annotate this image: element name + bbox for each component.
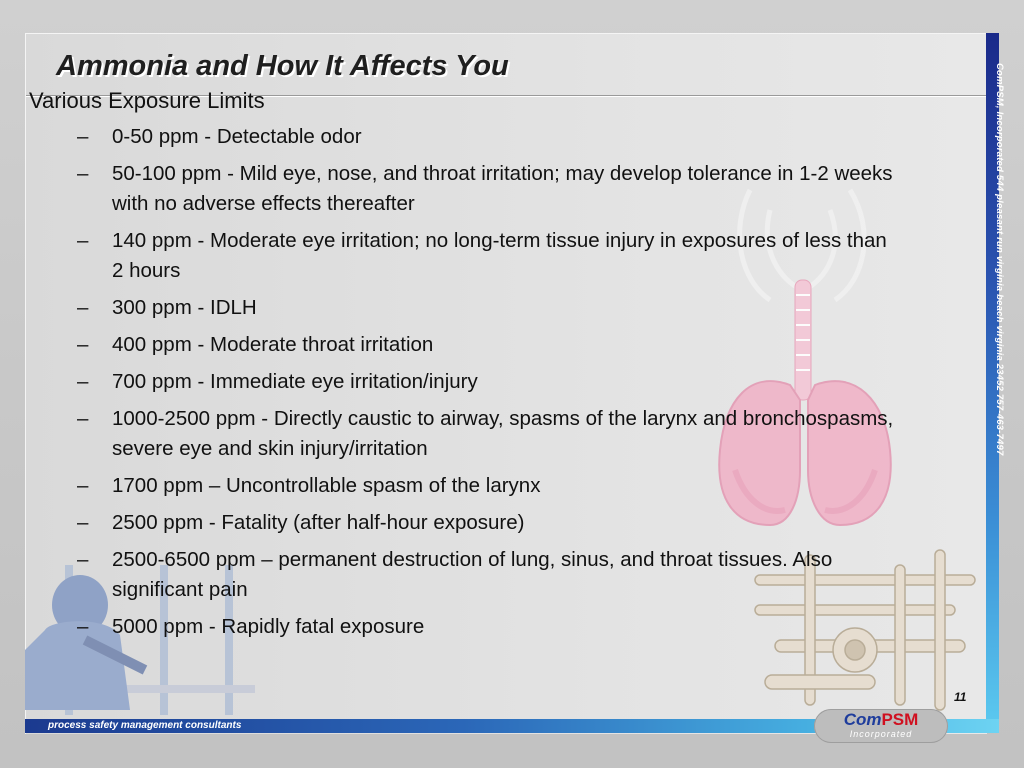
page-number: 11 [954,690,967,704]
slide-title: Ammonia and How It Affects You [56,50,509,82]
logo-wordmark: ComPSM [843,710,919,729]
list-item: – 1000-2500 ppm - Directly caustic to airway, spasms of the larynx and bronchospasms, severe eye and skin injury/irritation [77,404,902,464]
list-item: – 0-50 ppm - Detectable odor [77,122,902,152]
list-item: – 400 ppm - Moderate throat irritation [77,330,902,360]
dash-marker: – [77,229,89,252]
dash-marker: – [77,615,89,638]
dash-marker: – [77,407,89,430]
exposure-limits-list [29,122,929,642]
list-item: – 50-100 ppm - Mild eye, nose, and throat irritation; may develop tolerance in 1-2 weeks with no adverse effects thereafter [77,159,902,219]
list-item: – 300 ppm - IDLH [77,293,902,323]
list-item: – 140 ppm - Moderate eye irritation; no long-term tissue injury in exposures of less than 2 hours [77,226,902,286]
section-heading: Various Exposure Limits [29,88,265,113]
dash-marker: – [77,548,89,571]
dash-marker: – [77,162,89,185]
list-item: – 2500-6500 ppm – permanent destruction of lung, sinus, and throat tissues. Also significant pain [77,545,902,605]
dash-marker: – [77,333,89,356]
dash-marker: – [77,296,89,319]
dash-marker: – [77,125,89,148]
slide-content [29,86,929,649]
company-address: ComPSM, Incorporated 544 pleasant run virginia beach virginia 23452 757-463-7497 [994,63,1005,456]
list-item: – 2500 ppm - Fatality (after half-hour exposure) [77,508,902,538]
list-item: – 1700 ppm – Uncontrollable spasm of the larynx [77,471,902,501]
list-item: – 700 ppm - Immediate eye irritation/injury [77,367,902,397]
dash-marker: – [77,474,89,497]
compsm-logo [814,709,948,743]
dash-marker: – [77,370,89,393]
logo-subtitle: Incorporated [849,729,913,739]
dash-marker: – [77,511,89,534]
list-item: – 5000 ppm - Rapidly fatal exposure [77,612,902,642]
footer-tagline: process safety management consultants [48,720,242,731]
